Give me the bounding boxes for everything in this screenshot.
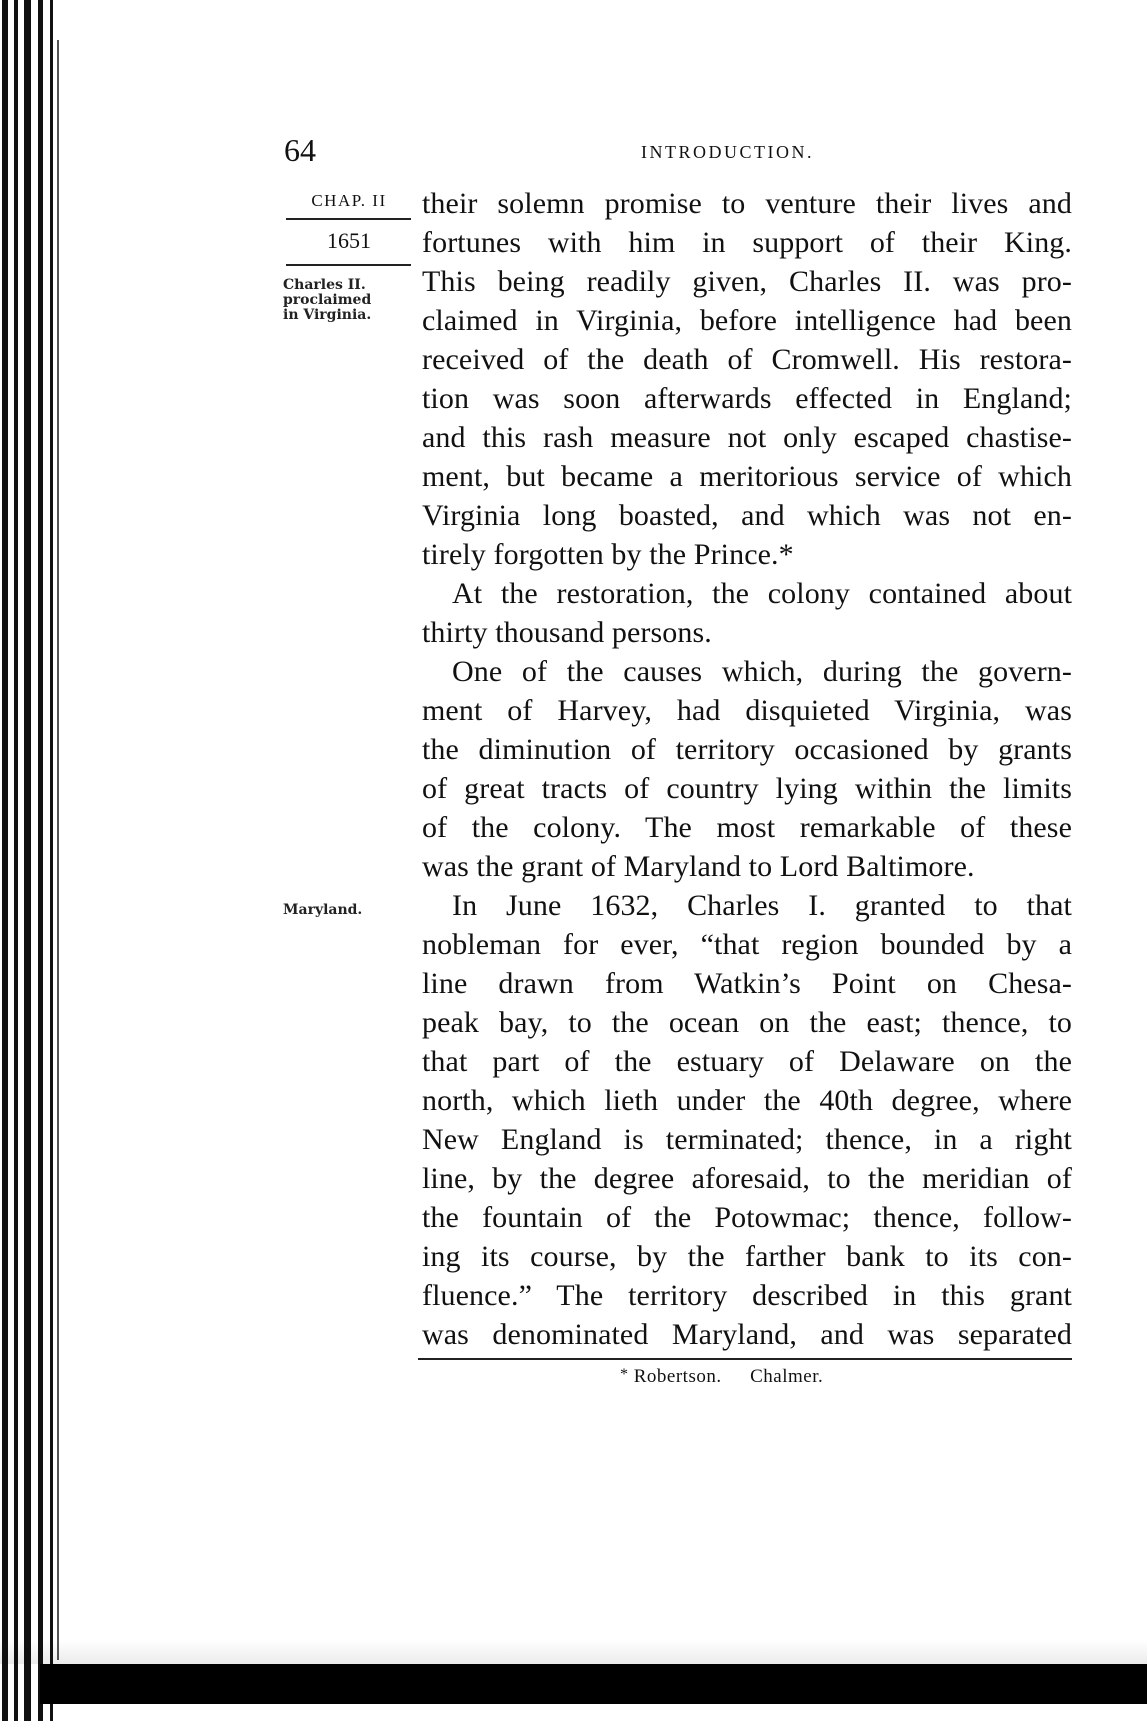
binding-edge — [0, 0, 60, 1721]
scan-shadow — [0, 1640, 1147, 1664]
footnote-marker: * — [620, 1366, 629, 1383]
side-note-maryland: Maryland. — [283, 902, 363, 918]
text-line: the fountain of the Potowmac; thence, follow- — [422, 1201, 1072, 1234]
footnote-source: Chalmer. — [750, 1366, 824, 1387]
margin-rule — [286, 264, 411, 266]
text-line: and this rash measure not only escaped chastise- — [422, 421, 1072, 454]
text-line: In June 1632, Charles I. granted to that — [452, 889, 1072, 922]
text-line: This being readily given, Charles II. was pro- — [422, 265, 1072, 298]
text-line: tirely forgotten by the Prince.* — [422, 538, 794, 571]
text-line: Virginia long boasted, and which was not en- — [422, 499, 1072, 532]
text-line: claimed in Virginia, before intelligence had been — [422, 304, 1072, 337]
margin-year: 1651 — [327, 228, 371, 253]
margin-rule — [286, 218, 411, 220]
text-line: received of the death of Cromwell. His restora- — [422, 343, 1072, 376]
text-line: fortunes with him in support of their King. — [422, 226, 1072, 259]
body-text — [422, 184, 1072, 1354]
text-line: was denominated Maryland, and was separated — [422, 1318, 1072, 1351]
text-line: New England is terminated; thence, in a right — [422, 1123, 1072, 1156]
side-note-line: Charles II. — [283, 277, 366, 293]
text-line: peak bay, to the ocean on the east; thence, to — [422, 1006, 1072, 1039]
text-line: of the colony. The most remarkable of these — [422, 811, 1072, 844]
chapter-label: CHAP. II — [311, 191, 387, 210]
text-line: One of the causes which, during the govern- — [452, 655, 1072, 688]
text-line: that part of the estuary of Delaware on the — [422, 1045, 1072, 1078]
text-line: tion was soon afterwards effected in England; — [422, 382, 1072, 415]
text-line: the diminution of territory occasioned by grants — [422, 733, 1072, 766]
text-line: ment of Harvey, had disquieted Virginia, was — [422, 694, 1072, 727]
footnote — [620, 1366, 823, 1388]
text-line: north, which lieth under the 40th degree, where — [422, 1084, 1072, 1117]
text-line: fluence.” The territory described in this grant — [422, 1279, 1072, 1312]
text-line: thirty thousand persons. — [422, 616, 712, 649]
text-line: ing its course, by the farther bank to its con- — [422, 1240, 1072, 1273]
text-line: was the grant of Maryland to Lord Baltimore. — [422, 850, 975, 883]
text-line: line drawn from Watkin’s Point on Chesa- — [422, 967, 1072, 1000]
footnote-source: Robertson. — [633, 1366, 722, 1387]
text-line: At the restoration, the colony contained about — [452, 577, 1072, 610]
side-note-line: in Virginia. — [283, 307, 372, 323]
side-note-charles — [283, 278, 413, 323]
text-line: line, by the degree aforesaid, to the meridian of — [422, 1162, 1072, 1195]
text-line: of great tracts of country lying within the limits — [422, 772, 1072, 805]
running-head: INTRODUCTION. — [641, 142, 814, 162]
scan-bottom-edge — [40, 1664, 1147, 1704]
footnote-rule — [418, 1358, 1072, 1360]
page-number: 64 — [284, 132, 316, 168]
text-line: their solemn promise to venture their lives and — [422, 187, 1072, 220]
text-line: ment, but became a meritorious service of which — [422, 460, 1072, 493]
side-note-line: proclaimed — [283, 292, 372, 308]
text-line: nobleman for ever, “that region bounded by a — [422, 928, 1072, 961]
